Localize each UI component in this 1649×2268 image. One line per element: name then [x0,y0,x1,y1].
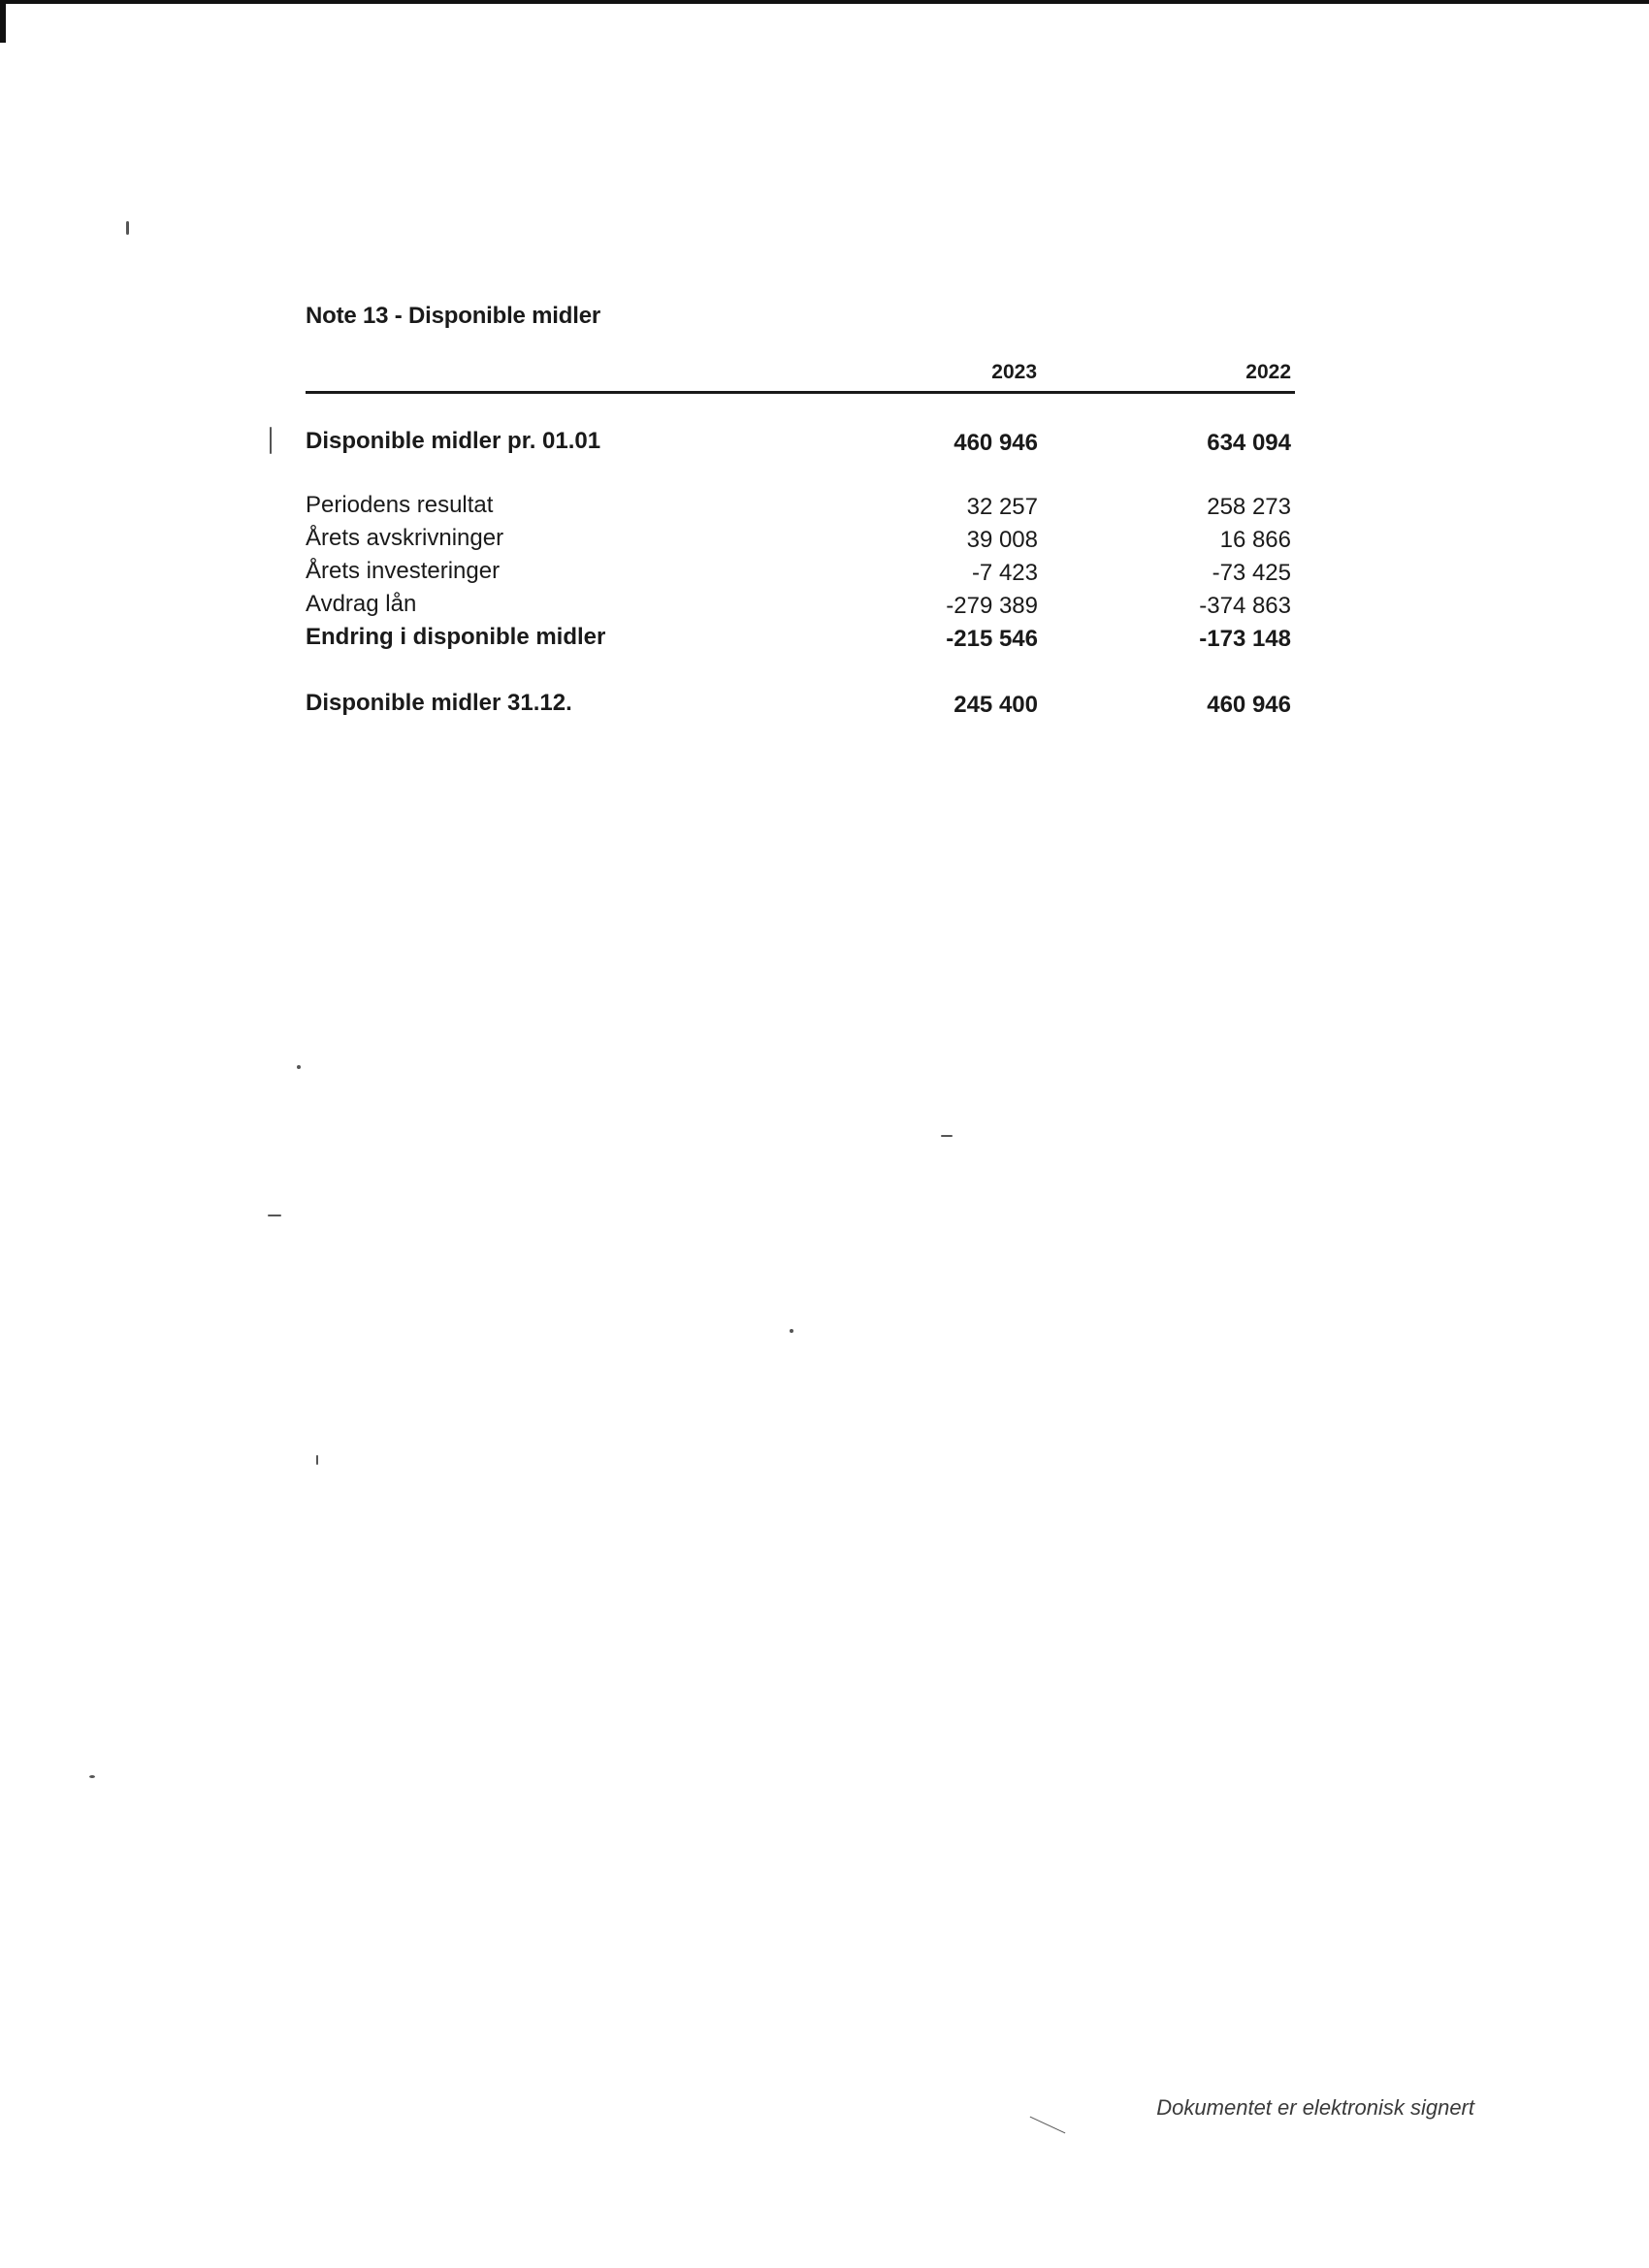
row-label: Endring i disponible midler [306,624,606,650]
scan-speck [270,427,272,454]
value-2023: 32 257 [966,494,1038,520]
row-label: Avdrag lån [306,591,417,617]
value-2023: 460 946 [954,430,1038,456]
electronic-signature-note: Dokumentet er elektronisk signert [1156,2095,1474,2120]
scan-edge-top [0,0,1649,4]
scan-speck [941,1135,953,1137]
row-label: Årets investeringer [306,558,501,584]
value-2022: 634 094 [1207,430,1291,456]
scan-speck [89,1775,95,1778]
row-label: Årets avskrivninger [306,525,504,551]
table-row [306,591,1295,622]
table-row [306,525,1295,556]
scan-speck [790,1329,793,1333]
table-row [306,492,1295,523]
value-2023: -215 546 [946,626,1038,652]
value-2022: -73 425 [1212,560,1291,586]
value-2022: 460 946 [1207,692,1291,718]
value-2023: 39 008 [966,527,1038,553]
column-header-2022: 2022 [1245,361,1291,383]
table-row [306,690,1295,721]
value-2023: -7 423 [971,560,1038,586]
scan-speck [126,221,129,235]
row-label: Disponible midler 31.12. [306,690,572,716]
value-2023: 245 400 [954,692,1038,718]
scan-speck [1030,2117,1066,2134]
scan-speck [268,1215,281,1216]
row-label: Disponible midler pr. 01.01 [306,428,601,454]
value-2023: -279 389 [946,593,1038,619]
header-rule [306,391,1295,394]
scan-speck [297,1065,301,1069]
column-header-2023: 2023 [991,361,1037,383]
note-title: Note 13 - Disponible midler [306,303,600,329]
value-2022: -374 863 [1199,593,1291,619]
table-row [306,624,1295,655]
row-label: Periodens resultat [306,492,494,518]
value-2022: 258 273 [1207,494,1291,520]
scan-edge-left [0,0,6,43]
value-2022: -173 148 [1199,626,1291,652]
table-row [306,428,1295,459]
scan-speck [316,1455,318,1465]
table-row [306,558,1295,589]
value-2022: 16 866 [1219,527,1291,553]
